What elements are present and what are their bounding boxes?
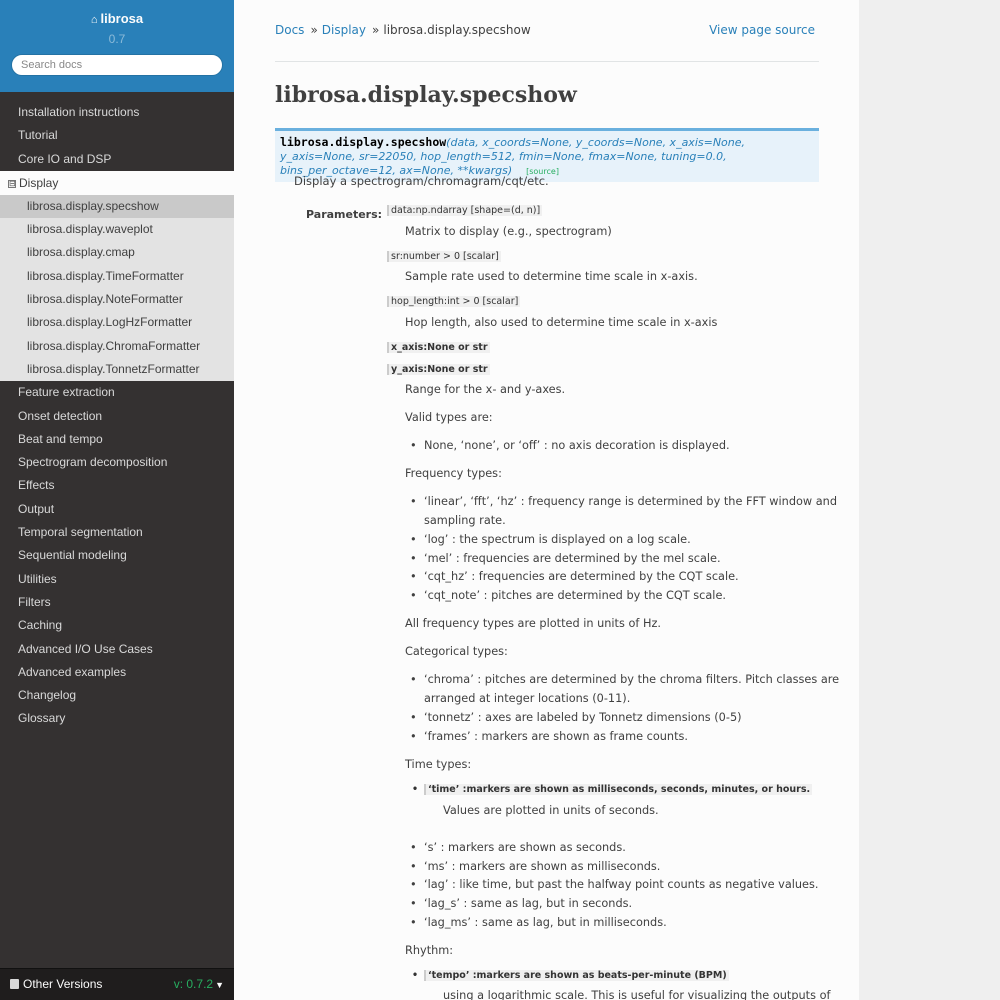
book-icon bbox=[10, 979, 19, 989]
function-name: librosa.display.specshow bbox=[280, 135, 447, 149]
tempo-term: • ‘tempo’ :markers are shown as beats-per-minute (BPM) bbox=[424, 970, 729, 981]
version-label: 0.7 bbox=[108, 32, 126, 46]
main-content bbox=[234, 0, 859, 1000]
param-x-axis-type: x_axis:None or str bbox=[387, 342, 490, 353]
nav-item-installation[interactable]: Installation instructions bbox=[18, 105, 140, 119]
param-axis-desc: Range for the x- and y-axes. bbox=[405, 383, 566, 396]
nav-item-output[interactable]: Output bbox=[18, 501, 55, 516]
list-item-continuation: sampling rate. bbox=[424, 514, 506, 527]
time-term-desc: Values are plotted in units of seconds. bbox=[443, 804, 659, 817]
nav-subitem-tonnetzformatter[interactable]: librosa.display.TonnetzFormatter bbox=[0, 358, 234, 381]
divider bbox=[275, 61, 819, 62]
param-sr-type: sr:number > 0 [scalar] bbox=[387, 251, 501, 262]
sidebar bbox=[0, 0, 234, 1000]
nav-item-display-label: Display bbox=[19, 175, 59, 190]
list-item: • ‘s’ : markers are shown as seconds. bbox=[424, 841, 626, 854]
nav-subitem-cmap[interactable]: librosa.display.cmap bbox=[0, 241, 234, 264]
nav-subitem-chromaformatter[interactable]: librosa.display.ChromaFormatter bbox=[0, 335, 234, 358]
nav-item-filters[interactable]: Filters bbox=[18, 594, 51, 609]
list-item: • ‘linear’, ‘fft’, ‘hz’ : frequency range is determined by the FFT window and bbox=[424, 495, 837, 508]
tempo-desc: using a logarithmic scale. This is useful for visualizing the outputs of bbox=[443, 989, 831, 1000]
collapse-icon[interactable]: ⊟ bbox=[9, 178, 16, 188]
parameters-label: Parameters: bbox=[306, 208, 383, 221]
caret-down-icon: ▼ bbox=[215, 980, 224, 990]
brand-label: librosa bbox=[100, 11, 144, 26]
version-selector[interactable] bbox=[174, 969, 224, 1000]
nav-subitem-noteformatter[interactable]: librosa.display.NoteFormatter bbox=[0, 288, 234, 311]
param-sr-desc: Sample rate used to determine time scale in x-axis. bbox=[405, 270, 698, 283]
nav-item-effects[interactable]: Effects bbox=[18, 478, 55, 493]
list-item: • ‘cqt_hz’ : frequencies are determined by the CQT scale. bbox=[424, 570, 739, 583]
list-item: • None, ‘none’, or ‘off’ : no axis decoration is displayed. bbox=[424, 439, 730, 452]
nav-item-caching[interactable]: Caching bbox=[18, 618, 63, 633]
nav-item-spectrogram-decomposition[interactable]: Spectrogram decomposition bbox=[18, 455, 168, 470]
list-item: • ‘frames’ : markers are shown as frame counts. bbox=[424, 730, 688, 743]
list-item: • ‘lag’ : like time, but past the halfway point counts as negative values. bbox=[424, 878, 818, 891]
nav-item-core-io[interactable]: Core IO and DSP bbox=[18, 151, 112, 166]
param-data-desc: Matrix to display (e.g., spectrogram) bbox=[405, 225, 612, 238]
list-item: • ‘ms’ : markers are shown as milliseconds. bbox=[424, 860, 660, 873]
nav-item-advanced-examples[interactable]: Advanced examples bbox=[18, 664, 127, 679]
param-data-type: data:np.ndarray [shape=(d, n)] bbox=[387, 205, 542, 216]
list-item: • ‘lag_s’ : same as lag, but in seconds. bbox=[424, 897, 632, 910]
nav-subitem-specshow[interactable]: librosa.display.specshow bbox=[0, 195, 234, 218]
categorical-types-heading: Categorical types: bbox=[405, 645, 508, 658]
nav-item-onset-detection[interactable]: Onset detection bbox=[18, 408, 103, 423]
nav-subitem-timeformatter[interactable]: librosa.display.TimeFormatter bbox=[0, 265, 234, 288]
current-version: v: 0.7.2 bbox=[173, 977, 214, 991]
versions-bar[interactable] bbox=[0, 968, 234, 1000]
other-versions-label: Other Versions bbox=[23, 977, 103, 991]
home-icon: ⌂ bbox=[90, 14, 98, 26]
function-params: (data, x_coords=None, y_coords=None, x_axis=None, y_axis=None, sr=22050, hop_length=512, fmin=None, fmax=None, tuning=0.0, bins_per_octave=12, ax=None, **kwargs) bbox=[280, 136, 746, 177]
list-item: • ‘cqt_note’ : pitches are determined by the CQT scale. bbox=[424, 589, 726, 602]
search-input[interactable] bbox=[11, 54, 223, 76]
list-item: • ‘mel’ : frequencies are determined by the mel scale. bbox=[424, 552, 721, 565]
nav-item-advanced-io[interactable]: Advanced I/O Use Cases bbox=[18, 641, 153, 656]
breadcrumb-display[interactable]: Display bbox=[321, 23, 367, 37]
nav-item-temporal-segmentation[interactable]: Temporal segmentation bbox=[18, 525, 143, 540]
page-title: librosa.display.specshow bbox=[275, 82, 577, 108]
nav-item-tutorial[interactable]: Tutorial bbox=[18, 128, 58, 143]
nav-item-beat-tempo[interactable]: Beat and tempo bbox=[18, 431, 103, 446]
time-types-heading: Time types: bbox=[405, 758, 472, 771]
param-hop-type: hop_length:int > 0 [scalar] bbox=[387, 296, 520, 307]
breadcrumb-docs[interactable]: Docs bbox=[275, 23, 305, 37]
frequency-types-heading: Frequency types: bbox=[405, 467, 502, 480]
list-item: • ‘chroma’ : pitches are determined by the chroma filters. Pitch classes are bbox=[424, 673, 839, 686]
valid-types-heading: Valid types are: bbox=[405, 411, 493, 424]
frequency-note: All frequency types are plotted in units of Hz. bbox=[405, 617, 661, 630]
sidebar-nav bbox=[0, 101, 234, 731]
list-item-continuation: arranged at integer locations (0-11). bbox=[424, 692, 631, 705]
nav-item-feature-extraction[interactable]: Feature extraction bbox=[18, 385, 115, 400]
param-hop-desc: Hop length, also used to determine time scale in x-axis bbox=[405, 316, 718, 329]
nav-subitem-loghzformatter[interactable]: librosa.display.LogHzFormatter bbox=[0, 311, 234, 334]
param-y-axis-type: y_axis:None or str bbox=[387, 364, 490, 375]
nav-item-sequential-modeling[interactable]: Sequential modeling bbox=[18, 548, 127, 563]
list-item: • ‘lag_ms’ : same as lag, but in milliseconds. bbox=[424, 916, 667, 929]
nav-item-display[interactable] bbox=[0, 171, 234, 195]
nav-subitem-waveplot[interactable]: librosa.display.waveplot bbox=[0, 218, 234, 241]
sidebar-header bbox=[0, 0, 234, 92]
breadcrumb-separator: » bbox=[372, 23, 380, 37]
breadcrumb-separator: » bbox=[310, 23, 318, 37]
list-item: • ‘log’ : the spectrum is displayed on a log scale. bbox=[424, 533, 691, 546]
function-description: Display a spectrogram/chromagram/cqt/etc. bbox=[294, 174, 549, 188]
view-source-link[interactable]: View page source bbox=[709, 23, 815, 37]
breadcrumb-current: librosa.display.specshow bbox=[383, 23, 531, 37]
time-term: • ‘time’ :markers are shown as milliseconds, seconds, minutes, or hours. bbox=[424, 784, 812, 795]
source-link[interactable]: [source] bbox=[526, 167, 559, 176]
right-gutter bbox=[859, 0, 1000, 1000]
rhythm-heading: Rhythm: bbox=[405, 944, 454, 957]
nav-item-glossary[interactable]: Glossary bbox=[18, 711, 66, 726]
nav-item-changelog[interactable]: Changelog bbox=[18, 688, 77, 703]
nav-item-utilities[interactable]: Utilities bbox=[18, 571, 57, 586]
list-item: • ‘tonnetz’ : axes are labeled by Tonnetz dimensions (0-5) bbox=[424, 711, 742, 724]
brand-link[interactable] bbox=[0, 11, 234, 26]
breadcrumb bbox=[275, 23, 819, 37]
